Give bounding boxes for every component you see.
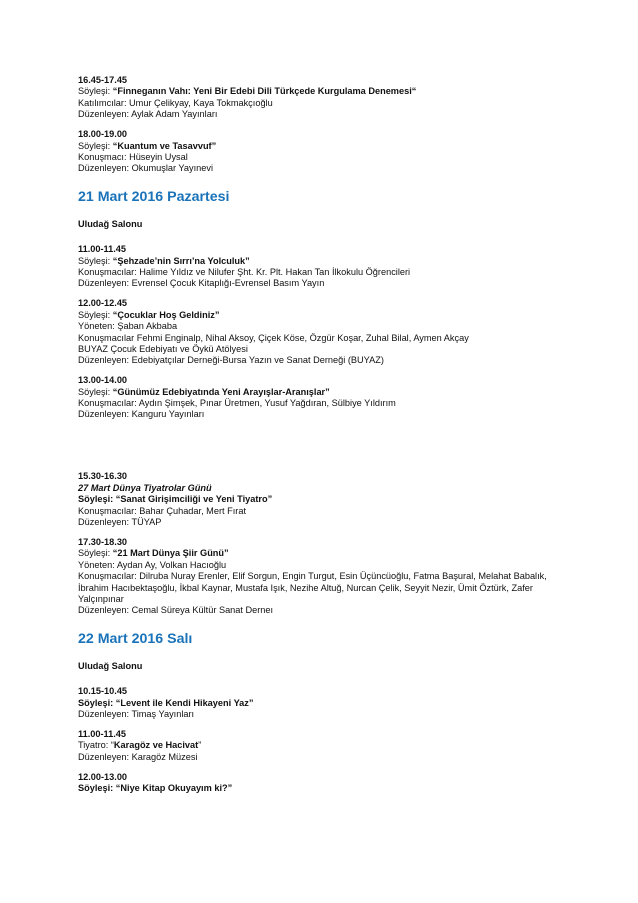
event-type-label: Söyleşi: bbox=[78, 86, 113, 97]
event-block bbox=[78, 537, 578, 617]
event-type-label: Söyleşi: bbox=[78, 140, 113, 151]
event-type-label: Söyleşi: bbox=[78, 255, 113, 266]
event-detail: Düzenleyen: Karagöz Müzesi bbox=[78, 751, 198, 762]
events-section-pre bbox=[78, 75, 578, 175]
event-time: 17.30-18.30 bbox=[78, 536, 128, 547]
event-block bbox=[78, 471, 578, 528]
event-title: “Finneganın Vahı: Yeni Bir Edebi Dili Türkçede Kurgulama Denemesi“ bbox=[112, 86, 417, 97]
event-title-line bbox=[78, 141, 578, 152]
event-detail: Katılımcılar: Umur Çelikyay, Kaya Tokmakçıoğlu bbox=[78, 97, 273, 108]
day-heading: 22 Mart 2016 Salı bbox=[78, 630, 193, 647]
event-block bbox=[78, 375, 578, 421]
event-detail: Konuşmacılar Fehmi Enginalp, Nihal Aksoy, Çiçek Köse, Özgür Koşar, Zuhal Bilal, Aymen Akçay bbox=[78, 332, 469, 343]
event-time: 12.00-12.45 bbox=[78, 298, 128, 309]
events-section-day1 bbox=[78, 244, 578, 421]
event-block bbox=[78, 129, 578, 175]
event-detail: Yöneten: Şaban Akbaba bbox=[78, 321, 178, 332]
events-section-day2 bbox=[78, 686, 578, 794]
event-time: 11.00-11.45 bbox=[78, 244, 127, 255]
event-type-label: Söyleşi: bbox=[78, 309, 113, 320]
event-title-line bbox=[78, 740, 578, 751]
event-title-suffix: ” bbox=[198, 740, 202, 751]
event-detail: Konuşmacılar: Aydın Şimşek, Pınar Üretmen, Yusuf Yağdıran, Sülbiye Yıldırım bbox=[78, 398, 396, 409]
day-heading: 21 Mart 2016 Pazartesi bbox=[78, 188, 230, 205]
event-title-line bbox=[78, 310, 578, 321]
event-block bbox=[78, 772, 578, 795]
event-title-line: Söyleşi: “Levent ile Kendi Hikayeni Yaz” bbox=[78, 697, 254, 708]
event-detail: Düzenleyen: Cemal Süreya Kültür Sanat Derneı bbox=[78, 605, 274, 616]
event-block bbox=[78, 298, 578, 366]
event-occasion: 27 Mart Dünya Tiyatrolar Günü bbox=[78, 482, 212, 493]
event-detail: Konuşmacılar: Bahar Çuhadar, Mert Fırat bbox=[78, 505, 246, 516]
event-detail: BUYAZ Çocuk Edebiyatı ve Öykü Atölyesi bbox=[78, 343, 248, 354]
event-title: “Kuantum ve Tasavvuf” bbox=[112, 140, 217, 151]
event-time: 12.00-13.00 bbox=[78, 771, 128, 782]
event-detail: Düzenleyen: Evrensel Çocuk Kitaplığı-Evrensel Basım Yayın bbox=[78, 278, 325, 289]
event-block bbox=[78, 729, 578, 763]
event-detail: Düzenleyen: Aylak Adam Yayınları bbox=[78, 109, 218, 120]
event-time: 13.00-14.00 bbox=[78, 375, 128, 386]
event-detail: Düzenleyen: Okumuşlar Yayınevi bbox=[78, 163, 213, 174]
event-detail: Düzenleyen: Edebiyatçılar Derneği-Bursa Yazın ve Sanat Derneği (BUYAZ) bbox=[78, 355, 384, 366]
event-time: 11.00-11.45 bbox=[78, 728, 127, 739]
event-title-line: Söyleşi: “Niye Kitap Okuyayım ki?” bbox=[78, 782, 233, 793]
venue-label: Uludağ Salonu bbox=[78, 218, 143, 229]
event-block bbox=[78, 244, 578, 290]
event-detail: Konuşmacılar: Halime Yıldız ve Nilufer Şht. Kr. Plt. Hakan Tan İlkokulu Öğrencileri bbox=[78, 266, 411, 277]
event-detail: Konuşmacı: Hüseyin Uysal bbox=[78, 151, 188, 162]
event-time: 18.00-19.00 bbox=[78, 129, 128, 140]
event-speakers: Konuşmacılar: Dilruba Nuray Erenler, Elif Sorgun, Engin Turgut, Esin Üçüncüoğlu, Fatma Başural, Melahat Babalık, İbrahim Hacıbektaşoğlu, İkbal Kaynar, Mustafa Işık, Nezihe Altuğ, Nurcan Çelik, Seyyit Nezir, Ümit Öztürk, Zafer Yalçınpınar bbox=[78, 571, 547, 604]
event-title: “Çocuklar Hoş Geldiniz” bbox=[112, 309, 220, 320]
event-detail: Düzenleyen: TÜYAP bbox=[78, 516, 162, 527]
event-detail: Yöneten: Aydan Ay, Volkan Hacıoğlu bbox=[78, 559, 227, 570]
event-time: 10.15-10.45 bbox=[78, 686, 128, 697]
events-section-day1-afternoon bbox=[78, 471, 578, 616]
event-title: “Şehzade’nin Sırrı’na Yolculuk” bbox=[112, 255, 250, 266]
event-block bbox=[78, 75, 578, 121]
event-title-line bbox=[78, 387, 578, 398]
event-title-line bbox=[78, 256, 578, 267]
event-time: 16.45-17.45 bbox=[78, 75, 128, 85]
event-type-label: Söyleşi: bbox=[78, 548, 113, 559]
event-title: “Günümüz Edebiyatında Yeni Arayışlar-Aranışlar” bbox=[112, 386, 330, 397]
event-title-line bbox=[78, 548, 578, 559]
venue-label: Uludağ Salonu bbox=[78, 660, 143, 671]
event-type-label: Tiyatro: “ bbox=[78, 740, 114, 751]
event-time: 15.30-16.30 bbox=[78, 471, 128, 482]
event-type-label: Söyleşi: bbox=[78, 386, 113, 397]
event-title-line: Söyleşi: “Sanat Girişimciliği ve Yeni Tiyatro” bbox=[78, 494, 273, 505]
event-title-line bbox=[78, 86, 578, 97]
event-title: “21 Mart Dünya Şiir Günü” bbox=[112, 548, 229, 559]
event-detail: Düzenleyen: Timaş Yayınları bbox=[78, 708, 195, 719]
blank-gap bbox=[78, 429, 578, 471]
event-detail: Düzenleyen: Kanguru Yayınları bbox=[78, 409, 205, 420]
event-block bbox=[78, 686, 578, 720]
event-title: Karagöz ve Hacivat bbox=[113, 740, 199, 751]
document-page bbox=[78, 75, 578, 803]
